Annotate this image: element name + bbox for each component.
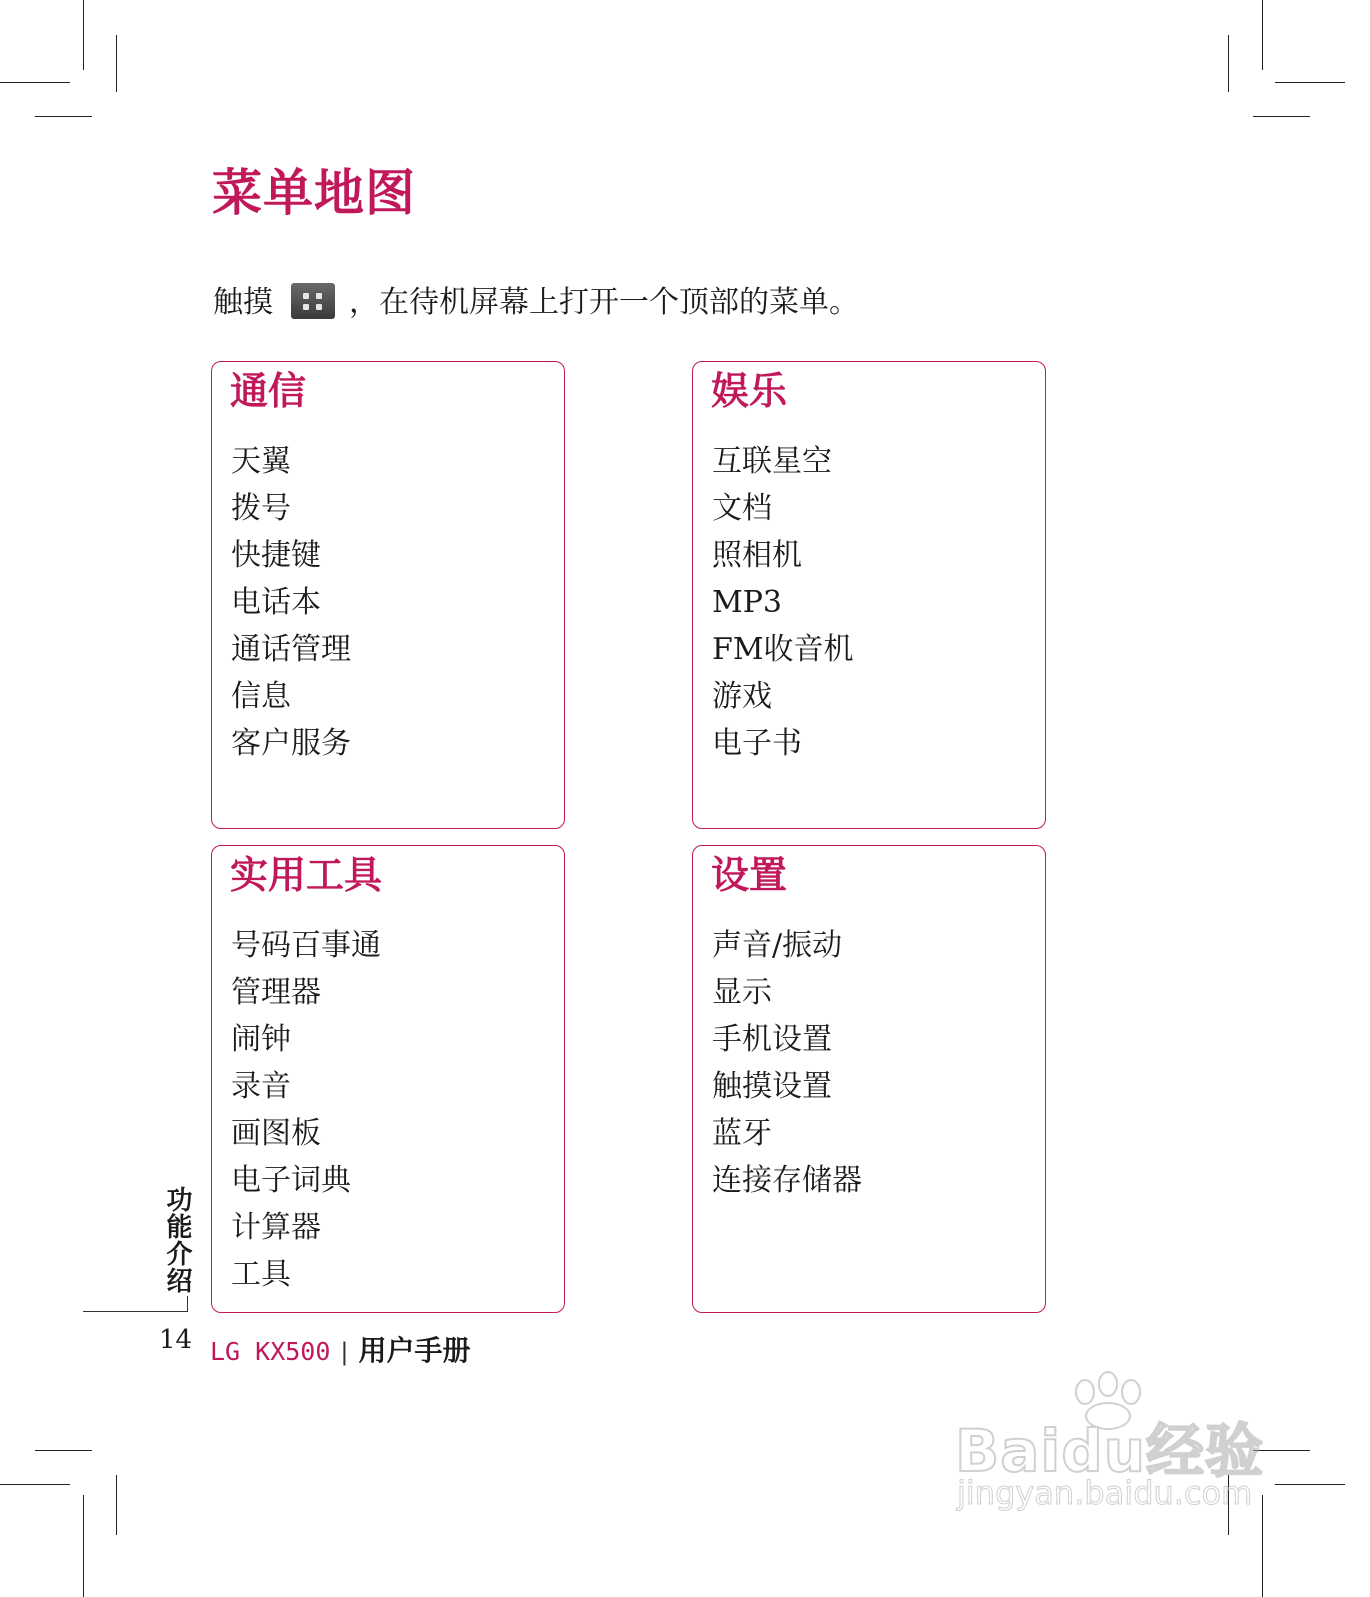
crop-mark (116, 1475, 117, 1535)
baidu-watermark (955, 1370, 1285, 1520)
crop-mark (1275, 1484, 1345, 1485)
menu-item: 声音/振动 (712, 928, 843, 963)
menu-item: 拨号 (231, 491, 291, 526)
menu-item: 快捷键 (231, 538, 321, 573)
menu-item: 触摸设置 (712, 1069, 832, 1104)
menu-item: 显示 (712, 975, 772, 1010)
menu-item: 画图板 (231, 1116, 321, 1151)
watermark-url: jingyan.baidu.com (957, 1474, 1253, 1512)
crop-mark (1228, 35, 1229, 92)
footer (210, 1333, 471, 1370)
chapter-label: 功能介绍 (162, 1186, 192, 1294)
menu-item: 号码百事通 (231, 928, 381, 963)
crop-mark (0, 1484, 70, 1485)
menu-section-tools (211, 845, 565, 1313)
watermark-brand: Baidu经验 (955, 1417, 1265, 1485)
menu-item: 天翼 (231, 444, 291, 479)
menu-list (712, 922, 862, 1204)
crop-mark (35, 116, 92, 117)
intro-prefix: 触摸 (213, 285, 273, 320)
page-number-rule (83, 1311, 188, 1312)
menu-list (712, 438, 854, 767)
intro-suffix: ，在待机屏幕上打开一个顶部的菜单。 (349, 285, 859, 320)
grid-menu-icon (291, 283, 335, 319)
menu-item: 游戏 (712, 679, 772, 714)
menu-item: 通话管理 (231, 632, 351, 667)
menu-item: MP3 (712, 585, 782, 620)
menu-item: FM收音机 (712, 632, 854, 667)
menu-item: 文档 (712, 491, 772, 526)
section-title: 娱乐 (711, 369, 788, 413)
footer-manual-title: 用户手册 (358, 1334, 471, 1367)
menu-item: 蓝牙 (712, 1116, 772, 1151)
intro-text (213, 283, 859, 323)
crop-mark (116, 35, 117, 92)
crop-mark (1275, 82, 1345, 83)
menu-item: 工具 (231, 1257, 291, 1292)
menu-item: 照相机 (712, 538, 802, 573)
menu-list (231, 438, 351, 767)
menu-section-entertainment (692, 361, 1046, 829)
crop-mark (83, 0, 84, 70)
crop-mark (1253, 116, 1310, 117)
section-title: 通信 (230, 369, 307, 413)
page-number: 14 (159, 1325, 193, 1355)
menu-section-communication (211, 361, 565, 829)
menu-item: 电子词典 (231, 1163, 351, 1198)
menu-item: 闹钟 (231, 1022, 291, 1057)
crop-mark (35, 1450, 92, 1451)
menu-section-settings (692, 845, 1046, 1313)
crop-mark (83, 1495, 84, 1597)
footer-separator: | (340, 1338, 349, 1366)
menu-item: 电子书 (712, 726, 802, 761)
section-title: 设置 (711, 853, 788, 897)
menu-item: 客户服务 (231, 726, 351, 761)
page-title: 菜单地图 (212, 164, 416, 222)
menu-item: 手机设置 (712, 1022, 832, 1057)
menu-item: 计算器 (231, 1210, 321, 1245)
footer-model: LG KX500 (210, 1337, 331, 1366)
crop-mark (1262, 0, 1263, 70)
crop-mark (0, 82, 70, 83)
menu-item: 信息 (231, 679, 291, 714)
page-number-rule (187, 1296, 188, 1312)
menu-item: 互联星空 (712, 444, 832, 479)
menu-item: 录音 (231, 1069, 291, 1104)
section-title: 实用工具 (230, 853, 383, 897)
menu-item: 连接存储器 (712, 1163, 862, 1198)
menu-item: 管理器 (231, 975, 321, 1010)
menu-item: 电话本 (231, 585, 321, 620)
menu-list (231, 922, 381, 1298)
